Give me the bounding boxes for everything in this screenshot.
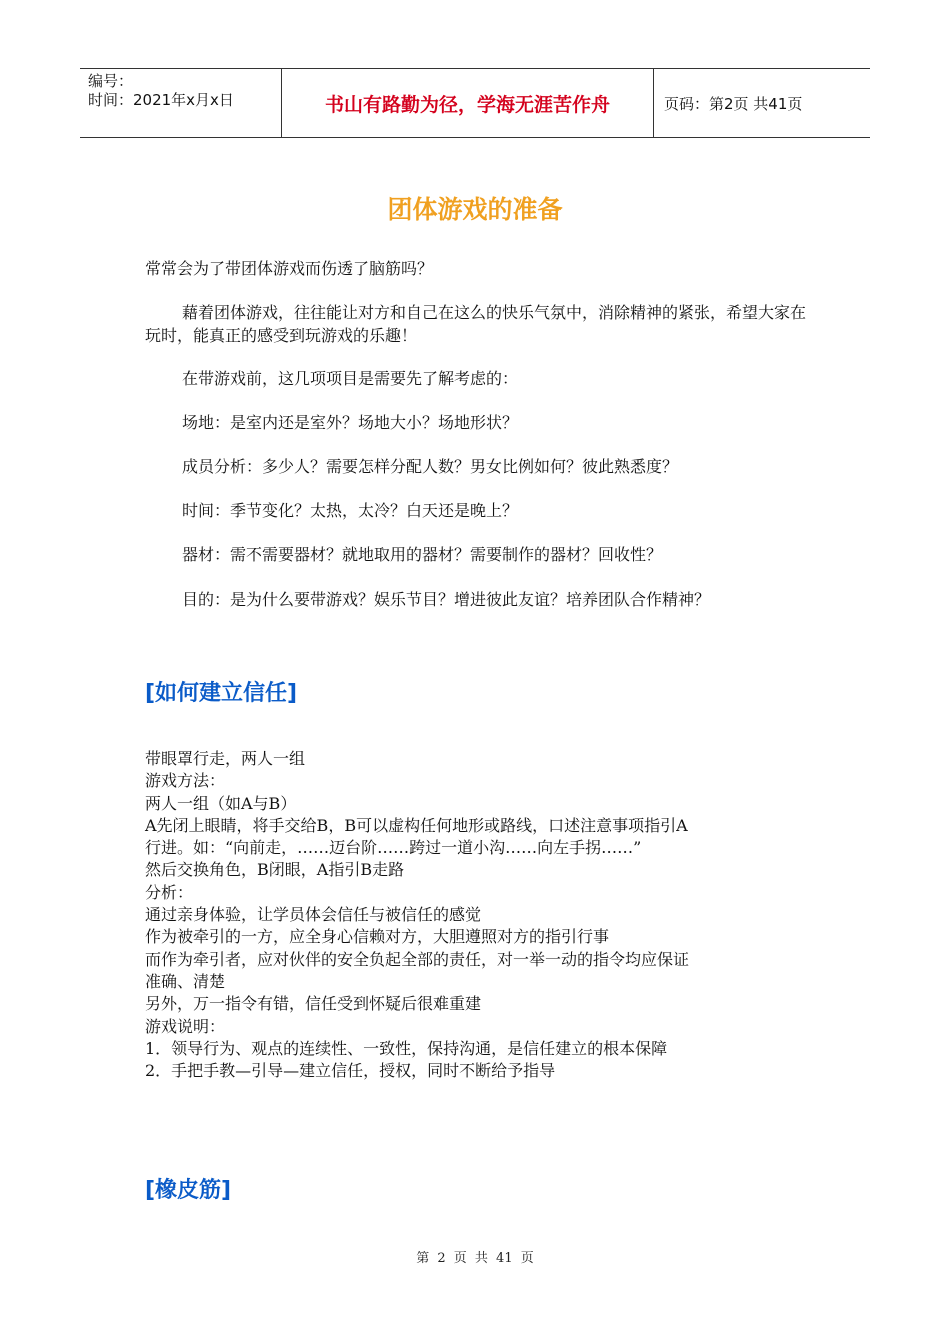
section-trust-body [145, 748, 810, 1082]
body-line: 游戏说明： [145, 1016, 226, 1036]
header-page-info: 页码：第2页 共41页 [664, 94, 803, 113]
body-line: 带眼罩行走，两人一组 [145, 749, 306, 768]
body-line: 通过亲身体验，让学员体会信任与被信任的感觉 [145, 905, 482, 925]
intro-question: 常常会为了带团体游戏而伤透了脑筋吗？ [145, 259, 434, 278]
body-line: 游戏方法： [145, 771, 226, 791]
consider-members: 成员分析：多少人？需要怎样分配人数？男女比例如何？彼此熟悉度？ [182, 457, 679, 476]
body-line: 另外，万一指令有错，信任受到怀疑后很难重建 [145, 994, 482, 1014]
intro-consider: 在带游戏前，这几项项目是需要先了解考虑的： [182, 369, 519, 388]
body-line: 行进。如：“向前走，……迈台阶……跨过一道小沟……向左手拐……” [145, 838, 642, 858]
section-heading-rubber-band: [橡皮筋] [145, 1178, 232, 1203]
body-line: 作为被牵引的一方，应全身心信赖对方，大胆遵照对方的指引行事 [145, 927, 610, 947]
body-line: A先闭上眼睛，将手交给B，B可以虚构任何地形或路线，口述注意事项指引A [145, 815, 688, 835]
section-heading-trust: [如何建立信任] [145, 681, 298, 706]
body-line: 而作为牵引者，应对伙伴的安全负起全部的责任，对一举一动的指令均应保证 [145, 949, 690, 969]
body-line: 两人一组（如A与B） [145, 793, 297, 813]
consider-time: 时间：季节变化？太热，太冷？白天还是晚上？ [182, 501, 519, 520]
body-line: 2．手把手教—引导—建立信任，授权，同时不断给予指导 [145, 1061, 556, 1081]
body-line: 然后交换角色，B闭眼，A指引B走路 [145, 860, 405, 880]
body-line: 准确、清楚 [145, 971, 226, 991]
consider-purpose: 目的：是为什么要带游戏？娱乐节目？增进彼此友谊？培养团队合作精神？ [182, 590, 711, 609]
page-footer: 第 2 页 共 41 页 [416, 1251, 534, 1266]
intro-paragraph: 藉着团体游戏，往往能让对方和自己在这么的快乐气氛中，消除精神的紧张，希望大家在玩时，能真正的感受到玩游戏的乐趣！ [145, 303, 807, 345]
document-title: 团体游戏的准备 [387, 195, 563, 224]
consider-venue: 场地：是室内还是室外？场地大小？场地形状？ [182, 413, 519, 432]
header-motto: 书山有路勤为径，学海无涯苦作舟 [282, 69, 654, 137]
body-line: 分析： [145, 882, 194, 902]
header-meta [80, 69, 282, 137]
consider-equipment: 器材：需不需要器材？就地取用的器材？需要制作的器材？回收性？ [182, 545, 663, 564]
page-header [80, 68, 870, 138]
serial-label: 编号： [88, 72, 134, 90]
time-label: 时间：2021年x月x日 [88, 91, 234, 109]
body-line: 1．领导行为、观点的连续性、一致性，保持沟通，是信任建立的根本保障 [145, 1038, 668, 1058]
